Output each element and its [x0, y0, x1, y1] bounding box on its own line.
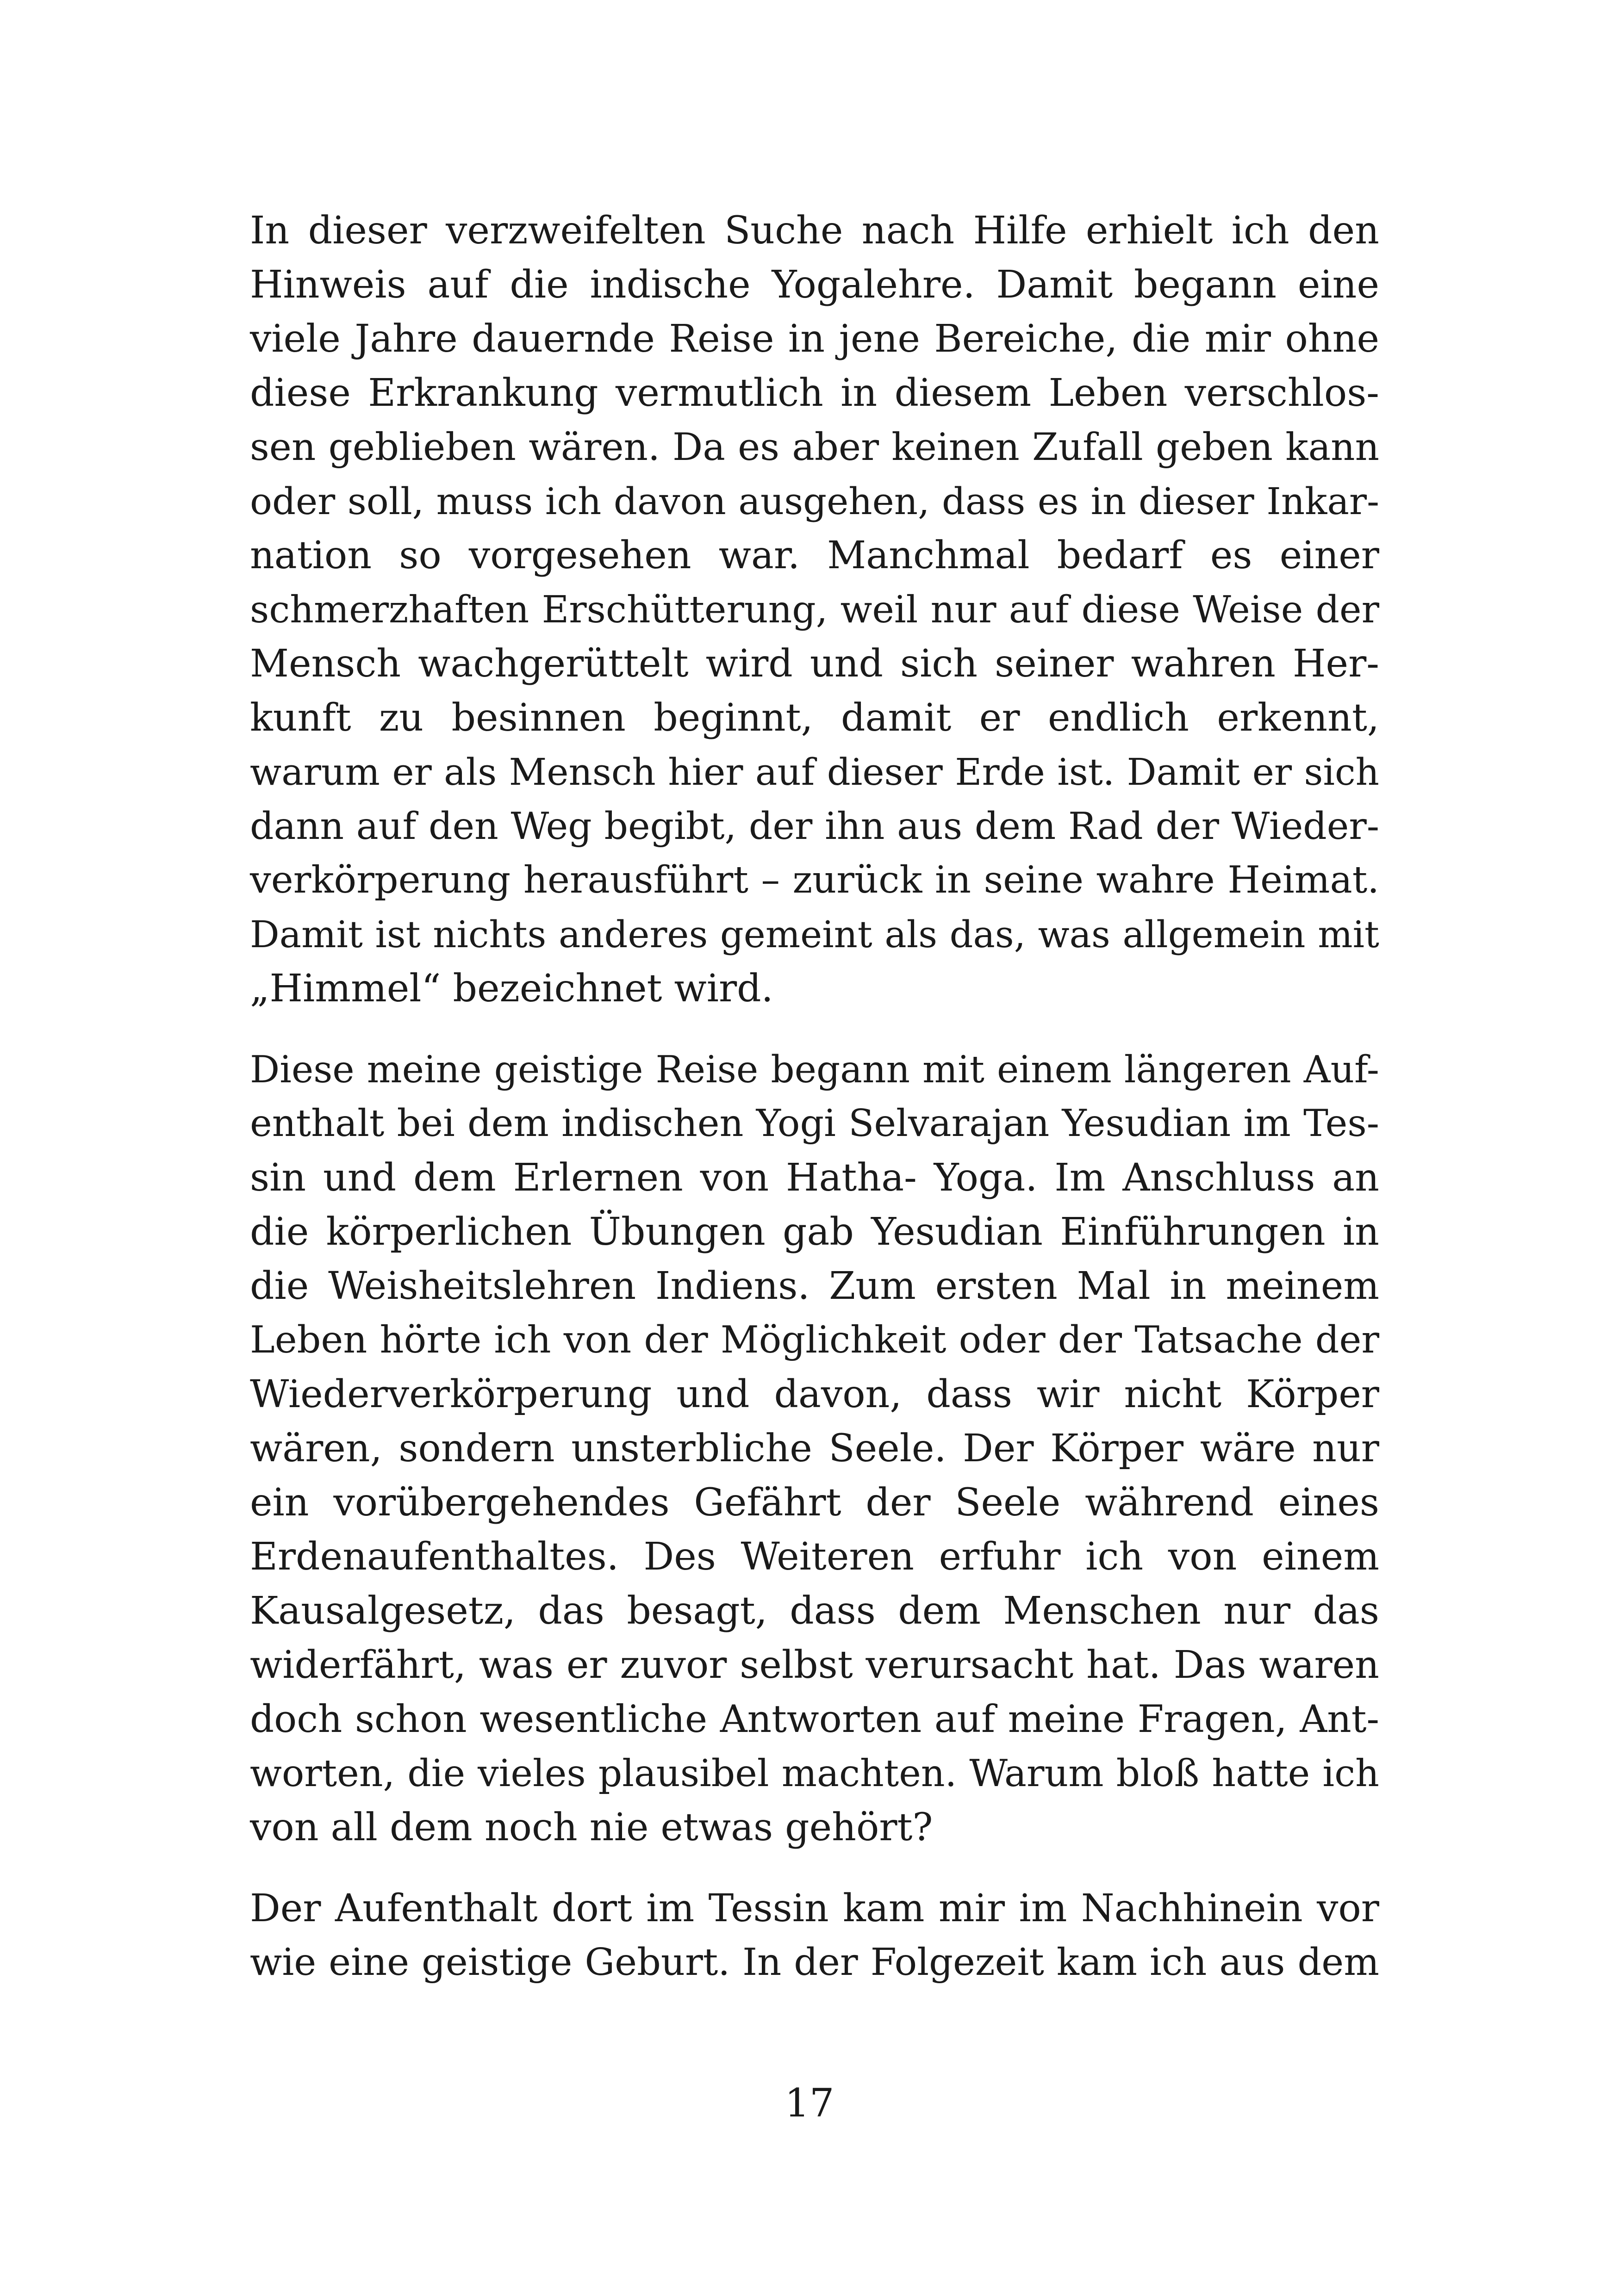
text-line: wie eine geistige Geburt. In der Folgezeit kam ich aus dem	[250, 1941, 1379, 1984]
text-line: doch schon wesentliche Antworten auf meine Fragen, Ant-	[250, 1697, 1379, 1741]
text-line: sen geblieben wären. Da es aber keinen Zufall geben kann	[250, 425, 1379, 469]
text-line: worten, die vieles plausibel machten. Warum bloß hatte ich	[250, 1751, 1379, 1795]
text-line: Leben hörte ich von der Möglichkeit oder der Tatsache der	[250, 1318, 1379, 1362]
text-line: Kausalgesetz, das besagt, dass dem Menschen nur das	[250, 1589, 1379, 1633]
text-line: kunft zu besinnen beginnt, damit er endlich erkennt,	[250, 696, 1379, 740]
text-line: oder soll, muss ich davon ausgehen, dass es in dieser Inkar-	[250, 480, 1379, 523]
body-text	[250, 204, 1379, 1990]
paragraph-2	[250, 1043, 1379, 1855]
text-line: die körperlichen Übungen gab Yesudian Einführungen in	[250, 1210, 1379, 1254]
page-number: 17	[785, 2080, 834, 2126]
text-line: Wiederverkörperung und davon, dass wir nicht Körper	[250, 1372, 1379, 1416]
text-line: viele Jahre dauernde Reise in jene Bereiche, die mir ohne	[250, 317, 1379, 361]
text-line: Der Aufenthalt dort im Tessin kam mir im Nachhinein vor	[250, 1886, 1379, 1930]
text-line: schmerzhaften Erschütterung, weil nur auf diese Weise der	[250, 588, 1379, 631]
text-line: diese Erkrankung vermutlich in diesem Leben verschlos-	[250, 371, 1379, 415]
text-line: In dieser verzweifelten Suche nach Hilfe erhielt ich den	[250, 209, 1379, 253]
text-line: sin und dem Erlernen von Hatha- Yoga. Im Anschluss an	[250, 1156, 1379, 1200]
text-line: ein vorübergehendes Gefährt der Seele während eines	[250, 1481, 1379, 1525]
text-line: wären, sondern unsterbliche Seele. Der Körper wäre nur	[250, 1427, 1379, 1471]
text-line: die Weisheitslehren Indiens. Zum ersten Mal in meinem	[250, 1264, 1379, 1308]
paragraph-1	[250, 204, 1379, 1016]
text-line: Damit ist nichts anderes gemeint als das, was allgemein mit	[250, 913, 1379, 956]
text-line: Mensch wachgerüttelt wird und sich seiner wahren Her-	[250, 642, 1379, 686]
paragraph-3	[250, 1881, 1379, 1990]
text-line: enthalt bei dem indischen Yogi Selvarajan Yesudian im Tes-	[250, 1102, 1379, 1145]
text-line: dann auf den Weg begibt, der ihn aus dem Rad der Wieder-	[250, 804, 1379, 848]
text-line: Hinweis auf die indische Yogalehre. Damit begann eine	[250, 263, 1379, 307]
text-line: von all dem noch nie etwas gehört?	[250, 1806, 933, 1849]
text-line: Erdenaufenthaltes. Des Weiteren erfuhr ich von einem	[250, 1535, 1379, 1579]
text-line: nation so vorgesehen war. Manchmal bedarf es einer	[250, 534, 1379, 577]
text-line: widerfährt, was er zuvor selbst verursacht hat. Das waren	[250, 1643, 1379, 1687]
text-line: verkörperung herausführt – zurück in seine wahre Heimat.	[250, 858, 1379, 902]
text-line: „Himmel“ bezeichnet wird.	[250, 967, 773, 1011]
text-line: warum er als Mensch hier auf dieser Erde ist. Damit er sich	[250, 751, 1379, 794]
text-line: Diese meine geistige Reise begann mit einem längeren Auf-	[250, 1048, 1379, 1091]
